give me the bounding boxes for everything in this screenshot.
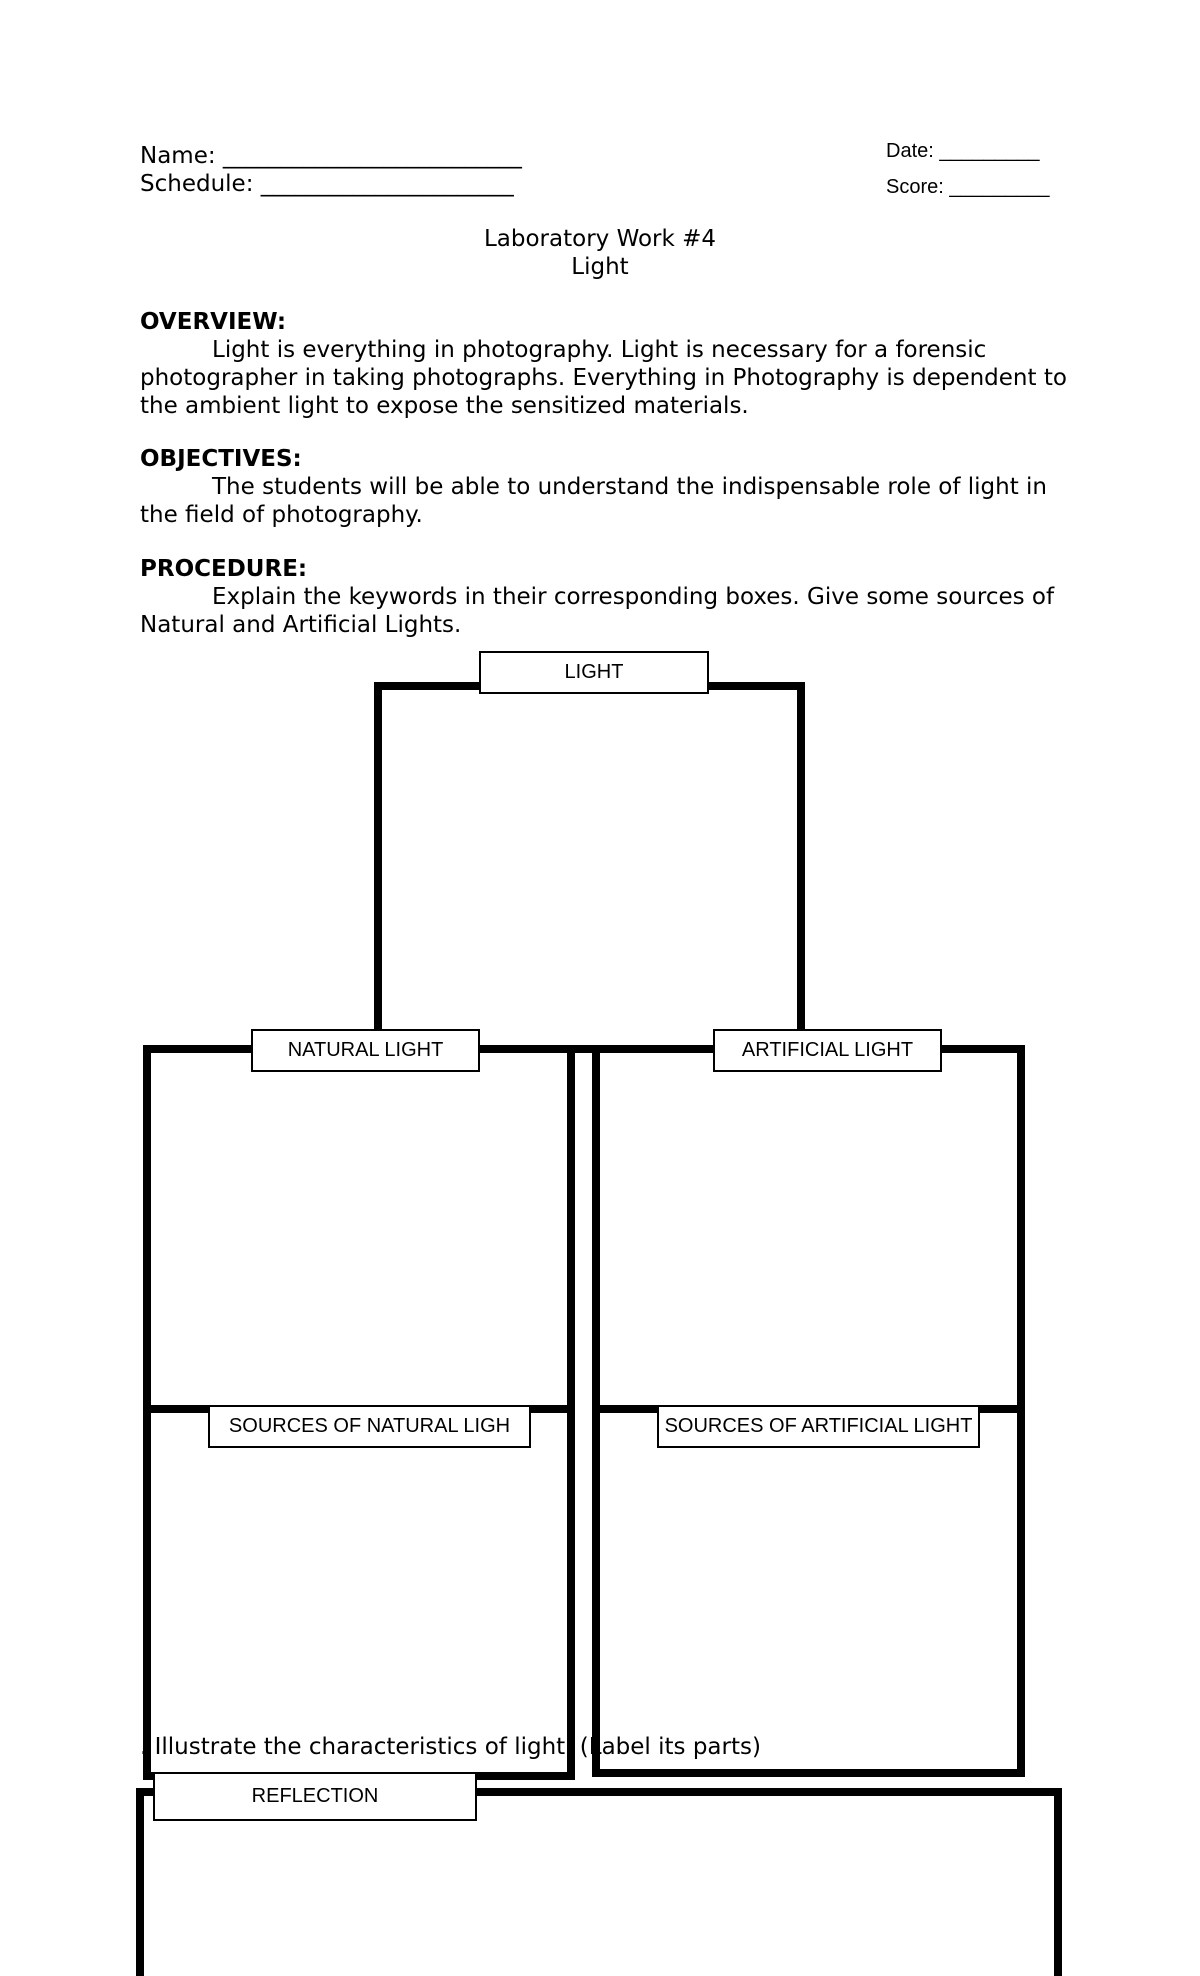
objectives-paragraph [140, 473, 1080, 529]
artificial-light-label: ARTIFICIAL LIGHT [713, 1029, 942, 1072]
overview-text: Light is everything in photography. Light is necessary for a forensic photographer in taking photographs. Everything in Photography is dependent to the ambient light to expose the sensitized materials. [140, 337, 1067, 419]
sources-natural-label: SOURCES OF NATURAL LIGH [208, 1405, 531, 1448]
document-title: Laboratory Work #4 [483, 226, 717, 252]
document-subtitle: Light [571, 254, 629, 280]
overview-paragraph [140, 336, 1080, 420]
natural-light-label: NATURAL LIGHT [251, 1029, 480, 1072]
schedule-field-line: Schedule: ______________________ [140, 171, 514, 197]
light-box-left-border [374, 682, 382, 1034]
reflection-box-left-border [136, 1788, 144, 1976]
objectives-text: The students will be able to understand the indispensable role of light in the field of photography. [140, 474, 1048, 528]
overview-heading: OVERVIEW: [140, 309, 287, 335]
light-box-right-border [797, 682, 805, 1034]
reflection-label: REFLECTION [153, 1772, 477, 1821]
procedure-text: Explain the keywords in their corresponding boxes. Give some sources of Natural and Artificial Lights. [140, 584, 1055, 638]
sources-artificial-label: SOURCES OF ARTIFICIAL LIGHT [657, 1405, 980, 1448]
name-field-line: Name: __________________________ [140, 143, 522, 169]
objectives-heading: OBJECTIVES: [140, 446, 302, 472]
procedure-heading: PROCEDURE: [140, 556, 308, 582]
illustrate-instruction: . Illustrate the characteristics of light. (Label its parts) [140, 1734, 761, 1760]
procedure-paragraph [140, 583, 1080, 639]
artificial-box-bottom-border [592, 1769, 1025, 1777]
score-field-line: Score: _________ [886, 176, 1050, 198]
reflection-box-right-border [1054, 1788, 1062, 1976]
light-label: LIGHT [479, 651, 709, 694]
date-field-line: Date: _________ [886, 140, 1040, 162]
